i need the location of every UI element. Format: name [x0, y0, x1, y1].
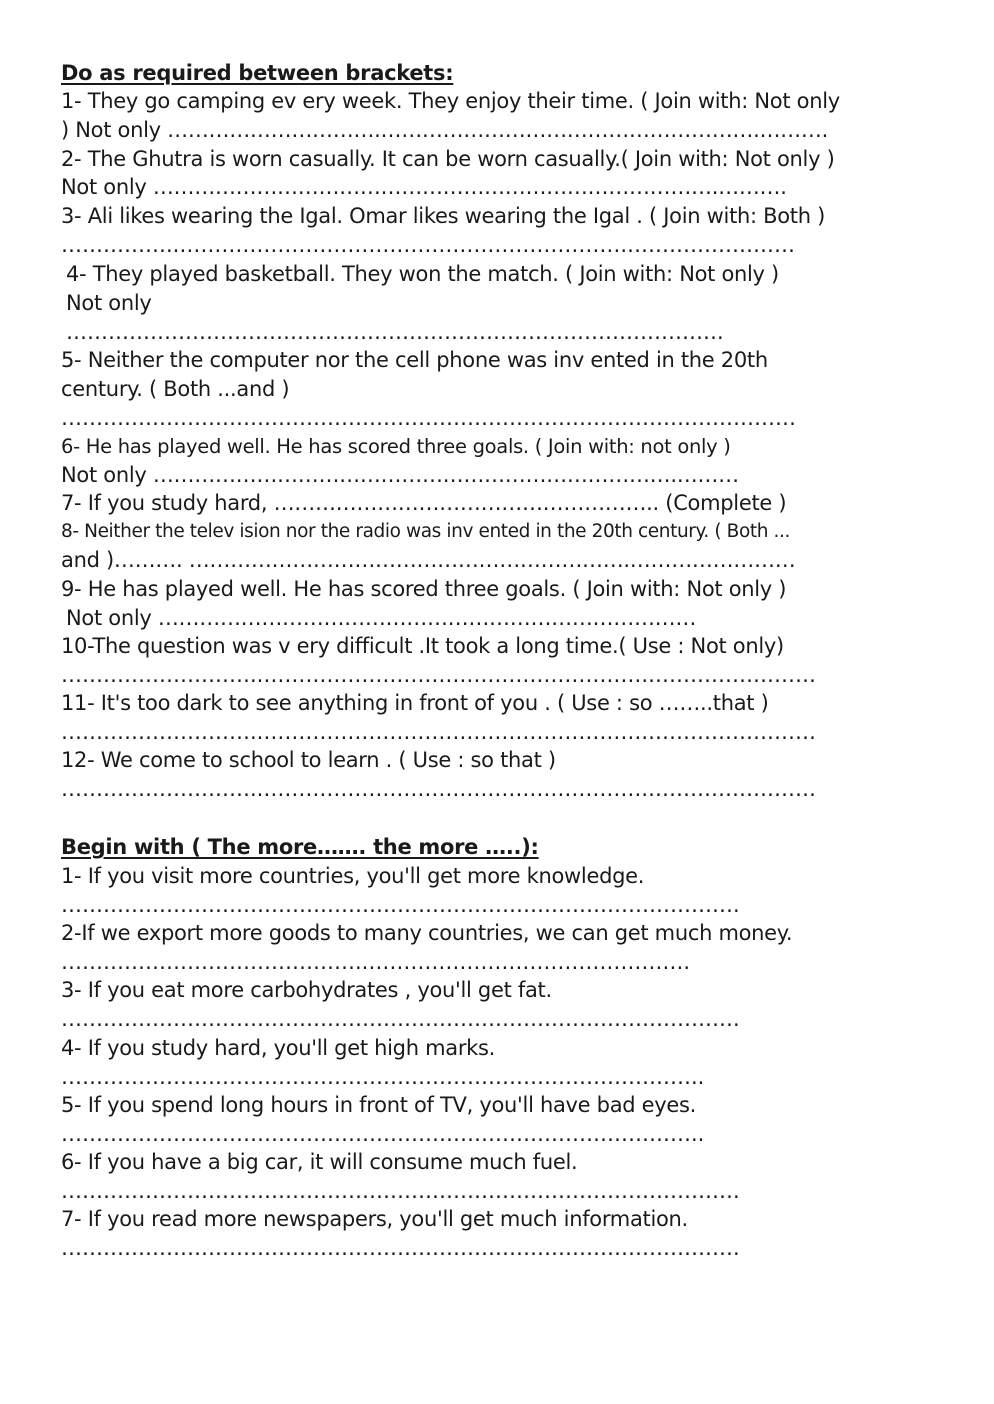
s1-q2-answer-line[interactable]: Not only ……………………………………………………………………….……….	[61, 175, 787, 199]
section2-heading: Begin with ( The more……. the more …..):	[61, 835, 539, 859]
s1-q9-prompt: 9- He has played well. He has scored three goals. ( Join with: Not only )	[61, 577, 787, 601]
s2-q4-prompt: 4- If you study hard, you'll get high marks.	[61, 1036, 496, 1060]
s2-q2-answer-line[interactable]: ……………………………………..……………………………………….	[61, 950, 691, 974]
s2-q5-answer-line[interactable]: ………………………………………………………………………………..	[61, 1122, 705, 1146]
s1-q5-prompt-cont: century. ( Both ...and )	[61, 377, 290, 401]
s1-q12-answer-line[interactable]: ………………………..……………………………………………….……………………	[61, 777, 817, 801]
s2-q6-prompt: 6- If you have a big car, it will consume much fuel.	[61, 1150, 578, 1174]
s1-q7-prompt[interactable]: 7- If you study hard, ……………………………………………….. (Complete )	[61, 491, 787, 515]
s2-q1-prompt: 1- If you visit more countries, you'll get more knowledge.	[61, 864, 645, 888]
s1-q10-answer-line[interactable]: ………………………..……………………………………………….……………………	[61, 663, 817, 687]
s1-q3-answer-line[interactable]: ……………..……………………………………………………….……………………	[61, 233, 796, 257]
s1-q11-prompt: 11- It's too dark to see anything in front of you . ( Use : so ……..that )	[61, 691, 769, 715]
s1-q8-prompt: 8- Neither the telev ision nor the radio was inv ented in the 20th century. ( Both ...	[61, 521, 790, 542]
s2-q4-answer-line[interactable]: ………………………………………………………………………………..	[61, 1065, 705, 1089]
s1-q9-answer-line[interactable]: Not only ……………………………………………………………………	[66, 606, 697, 630]
s2-q3-answer-line[interactable]: …………………………………………………………………………………….	[61, 1007, 740, 1031]
s1-q1-prompt: 1- They go camping ev ery week. They enjoy their time. ( Join with: Not only	[61, 89, 840, 113]
s1-q8-answer-line[interactable]: and )………. ……………………………………………………….……………………	[61, 548, 796, 572]
s1-q5-prompt: 5- Neither the computer nor the cell phone was inv ented in the 20th	[61, 348, 768, 372]
s2-q5-prompt: 5- If you spend long hours in front of TV, you'll have bad eyes.	[61, 1093, 697, 1117]
s2-q7-answer-line[interactable]: …………………………………………………………………………………….	[61, 1236, 740, 1260]
s2-q1-answer-line[interactable]: …………………………………………………………………………………….	[61, 893, 740, 917]
s1-q4-prompt: 4- They played basketball. They won the match. ( Join with: Not only )	[66, 262, 779, 286]
s1-q10-prompt: 10-The question was v ery difficult .It took a long time.( Use : Not only)	[61, 634, 784, 658]
s1-q1-answer-line[interactable]: ) Not only ………………………….……………………………………………….……….	[61, 118, 828, 142]
s1-q5-answer-line[interactable]: ……………………………………………………………………………………………	[61, 406, 796, 430]
s2-q6-answer-line[interactable]: …………………………………………………………………………………….	[61, 1179, 740, 1203]
s1-q4-not-only: Not only	[66, 291, 152, 315]
s1-q12-prompt: 12- We come to school to learn . ( Use : so that )	[61, 748, 556, 772]
s1-q2-prompt: 2- The Ghutra is worn casually. It can be worn casually.( Join with: Not only )	[61, 147, 835, 171]
s2-q3-prompt: 3- If you eat more carbohydrates , you'll get fat.	[61, 978, 552, 1002]
s1-q11-answer-line[interactable]: ………………………..……………………………………………….……………………	[61, 720, 817, 744]
s2-q2-prompt: 2-If we export more goods to many countries, we can get much money.	[61, 921, 793, 945]
s1-q4-answer-line[interactable]: ………………………………………………………………………………….	[66, 320, 724, 344]
section1-heading: Do as required between brackets:	[61, 61, 454, 85]
s2-q7-prompt: 7- If you read more newspapers, you'll get much information.	[61, 1207, 688, 1231]
s1-q3-prompt: 3- Ali likes wearing the Igal. Omar likes wearing the Igal . ( Join with: Both )	[61, 204, 826, 228]
s1-q6-answer-line[interactable]: Not only ………………………………………………………………….………	[61, 463, 739, 487]
s1-q6-prompt: 6- He has played well. He has scored three goals. ( Join with: not only )	[61, 435, 731, 458]
